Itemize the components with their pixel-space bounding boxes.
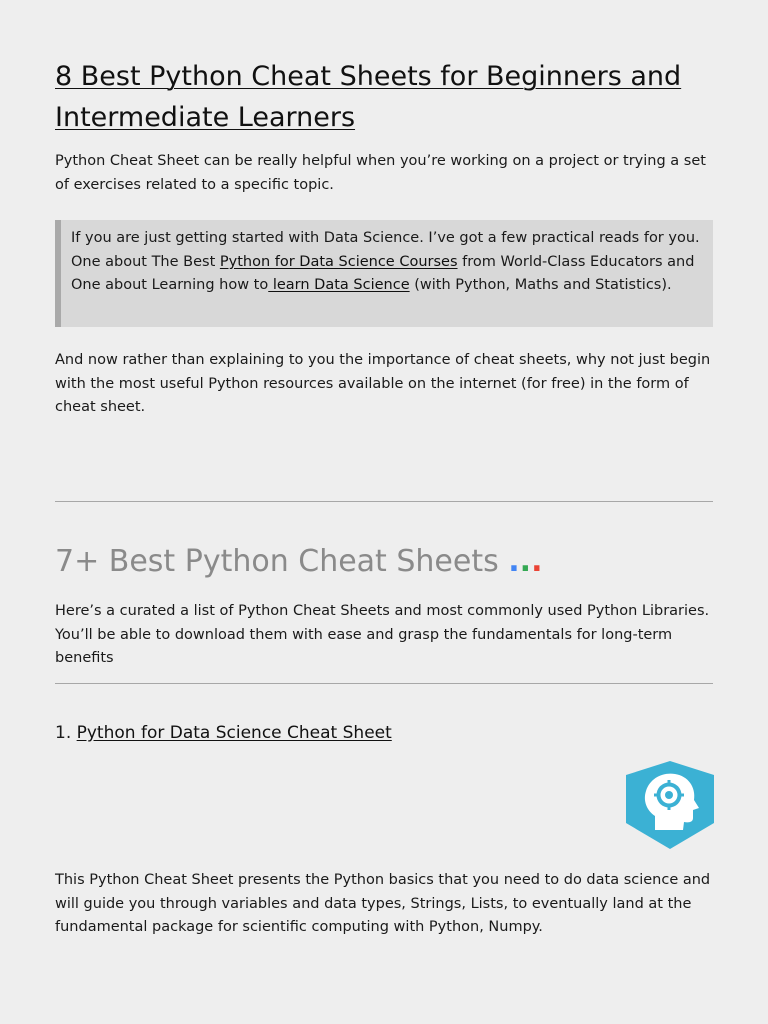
- section-heading: [55, 542, 542, 582]
- quote-text-3: (with Python, Maths and Statistics).: [409, 277, 672, 293]
- section-heading-text: 7+ Best Python Cheat Sheets: [55, 544, 509, 579]
- item-heading: [55, 720, 392, 746]
- section-intro: Here’s a curated a list of Python Cheat Sheets and most commonly used Python Libraries. You’ll be able to download them with ease and grasp the fundamentals for long-term benefits: [55, 603, 710, 666]
- dot-red: .: [531, 544, 543, 579]
- dot-green: .: [519, 544, 532, 579]
- colored-dots: [508, 544, 542, 579]
- quote-text-1: If you are just getting started with Data Science. I’ve got a few practical reads for you. One about The Best: [71, 230, 700, 270]
- item-number: 1.: [55, 723, 77, 743]
- page-title: [55, 56, 695, 138]
- python-courses-link[interactable]: Python for Data Science Courses: [219, 253, 458, 270]
- brain-head-hexagon-icon[interactable]: [625, 760, 715, 850]
- dot-blue: .: [508, 544, 520, 579]
- quote-text-2: from World-Class Educators and One about Learning how to: [71, 253, 695, 293]
- blockquote-text: [71, 227, 705, 298]
- divider: [55, 501, 713, 502]
- title-link[interactable]: 8 Best Python Cheat Sheets for Beginners and Intermediate Learners: [55, 61, 682, 133]
- learn-data-science-link[interactable]: learn Data Science: [268, 277, 410, 293]
- cheat-sheet-paragraph: And now rather than explaining to you the importance of cheat sheets, why not just begin with the most useful Python resources available on the internet (for free) in the form of cheat sheet.: [55, 352, 711, 415]
- divider: [55, 683, 713, 684]
- intro-paragraph: Python Cheat Sheet can be really helpful when you’re working on a project or trying a set of exercises related to a specific topic.: [55, 153, 706, 193]
- blockquote: [55, 220, 713, 327]
- item-description: This Python Cheat Sheet presents the Python basics that you need to do data science and will guide you through variables and data types, Strings, Lists, to eventually land at the fundamental package for scientific computing with Python, Numpy.: [55, 872, 711, 935]
- item-link[interactable]: Python for Data Science Cheat Sheet: [76, 723, 392, 743]
